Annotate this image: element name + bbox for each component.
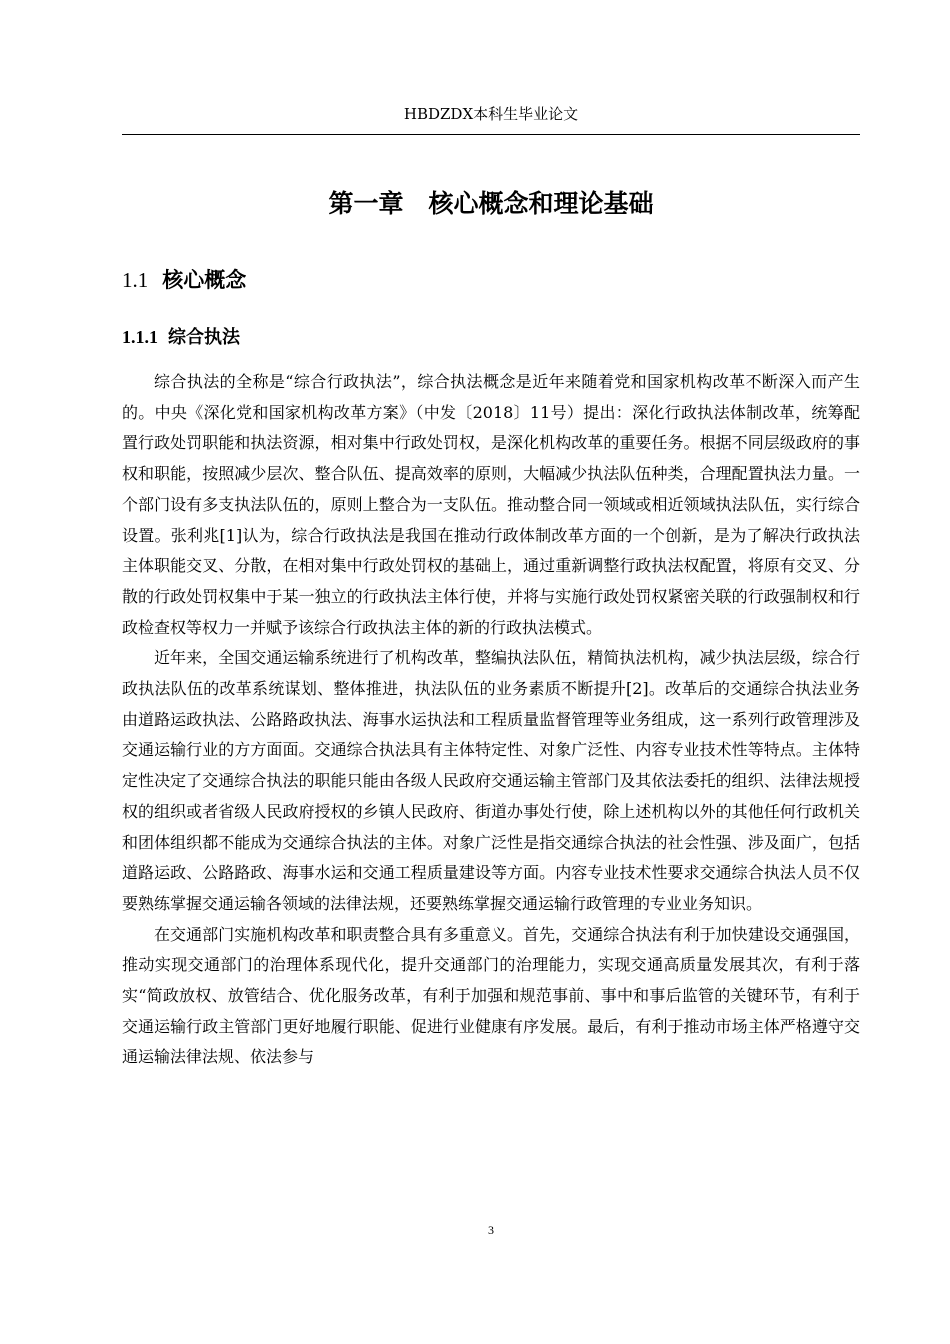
paragraph: 近年来，全国交通运输系统进行了机构改革，整编执法队伍，精简执法机构，减少执法层级，综合行政执法队伍的改革系统谋划、整体推进，执法队伍的业务素质不断提升[2]。改革后的交通综合执法业务由道路运政执法、公路路政执法、海事水运执法和工程质量监督管理等业务组成，这一系列行政管理涉及交通运输行业的方方面面。交通综合执法具有主体特定性、对象广泛性、内容专业技术性等特点。主体特定性决定了交通综合执法的职能只能由各级人民政府交通运输主管部门及其依法委托的组织、法律法规授权的组织或者省级人民政府授权的乡镇人民政府、街道办事处行使，除上述机构以外的其他任何行政机关和团体组织都不能成为交通综合执法的主体。对象广泛性是指交通综合执法的社会性强、涉及面广，包括道路运政、公路路政、海事水运和交通工程质量建设等方面。内容专业技术性要求交通综合执法人员不仅要熟练掌握交通运输各领域的法律法规，还要熟练掌握交通运输行政管理的专业业务知识。 <box>122 648 860 913</box>
chapter-title: 第一章 核心概念和理论基础 <box>328 189 654 218</box>
section-label: 核心概念 <box>162 268 247 292</box>
body-text <box>122 367 860 1073</box>
paragraph: 在交通部门实施机构改革和职责整合具有多重意义。首先，交通综合执法有利于加快建设交通强国，推动实现交通部门的治理体系现代化，提升交通部门的治理能力，实现交通高质量发展其次，有利于落实“简政放权、放管结合、优化服务改革，有利于加强和规范事前、事中和事后监管的关键环节，有利于交通运输行政主管部门更好地履行职能、促进行业健康有序发展。最后，有利于推动市场主体严格遵守交通运输法律法规、依法参与 <box>122 924 860 1067</box>
running-header: HBDZDX本科生毕业论文 <box>403 105 579 123</box>
section-number: 1.1 <box>122 268 149 292</box>
header-rule <box>122 134 860 135</box>
paragraph: 综合执法的全称是“综合行政执法”，综合执法概念是近年来随着党和国家机构改革不断深入而产生的。中央《深化党和国家机构改革方案》（中发〔2018〕11号）提出：深化行政执法体制改革，统筹配置行政处罚职能和执法资源，相对集中行政处罚权，是深化机构改革的重要任务。根据不同层级政府的事权和职能，按照减少层次、整合队伍、提高效率的原则，大幅减少执法队伍种类，合理配置执法力量。一个部门设有多支执法队伍的，原则上整合为一支队伍。推动整合同一领域或相近领域执法队伍，实行综合设置。张利兆[1]认为，综合行政执法是我国在推动行政体制改革方面的一个创新，是为了解决行政执法主体职能交叉、分散，在相对集中行政处罚权的基础上，通过重新调整行政执法权配置，将原有交叉、分散的行政处罚权集中于某一独立的行政执法主体行使，并将与实施行政处罚权紧密关联的行政强制权和行政检查权等权力一并赋予该综合行政执法主体的新的行政执法模式。 <box>122 372 860 637</box>
subsection-number: 1.1.1 <box>122 327 158 347</box>
section-heading <box>122 262 246 298</box>
subsection-label: 综合执法 <box>168 327 240 348</box>
page-number: 3 <box>488 1223 494 1237</box>
subsection-heading <box>122 321 240 354</box>
